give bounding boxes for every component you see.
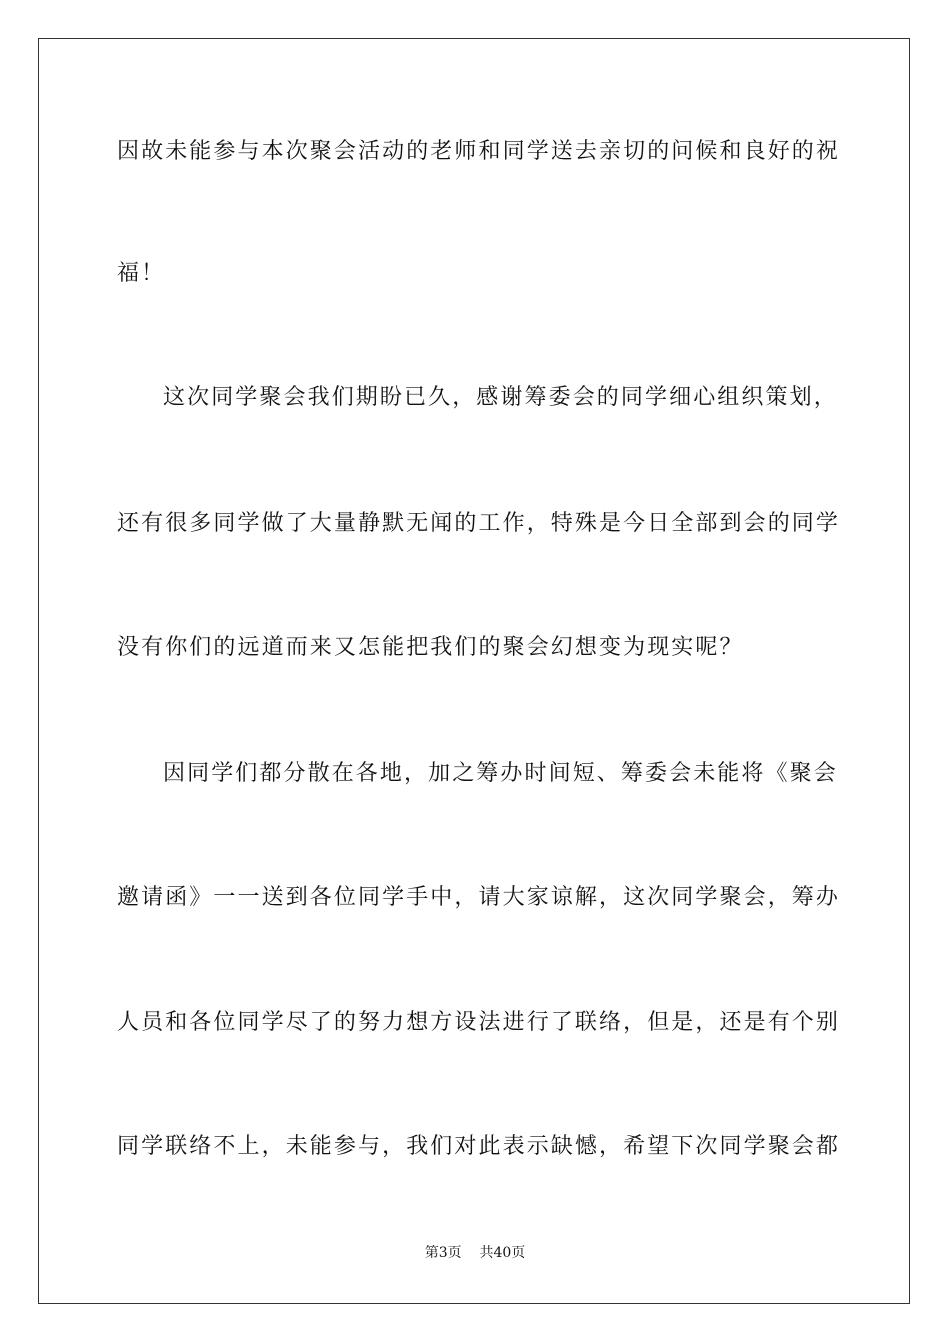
- page-border: [38, 38, 910, 1304]
- paragraph-2-line-2: 还有很多同学做了大量静默无闻的工作，特殊是今日全部到会的同学: [117, 511, 841, 536]
- paragraph-3-line-2: 邀请函》一一送到各位同学手中，请大家谅解，这次同学聚会，筹办: [117, 885, 841, 910]
- paragraph-3-line-1: 因同学们都分散在各地，加之筹办时间短、筹委会未能将《聚会: [163, 761, 838, 786]
- page-footer: [0, 1244, 950, 1262]
- text-line-1: 因故未能参与本次聚会活动的老师和同学送去亲切的问候和良好的祝: [117, 139, 841, 164]
- paragraph-2-line-3: 没有你们的远道而来又怎能把我们的聚会幻想变为现实呢？: [117, 635, 744, 660]
- page-number: 第3页: [424, 1245, 462, 1261]
- paragraph-3-line-3: 人员和各位同学尽了的努力想方设法进行了联络，但是，还是有个别: [117, 1010, 841, 1035]
- paragraph-3-line-4: 同学联络不上，未能参与，我们对此表示缺憾，希望下次同学聚会都: [117, 1134, 841, 1159]
- paragraph-2-line-1: 这次同学聚会我们期盼已久，感谢筹委会的同学细心组织策划，: [163, 385, 838, 410]
- page-total: 共40页: [479, 1245, 526, 1261]
- text-line-2: 福！: [117, 261, 166, 286]
